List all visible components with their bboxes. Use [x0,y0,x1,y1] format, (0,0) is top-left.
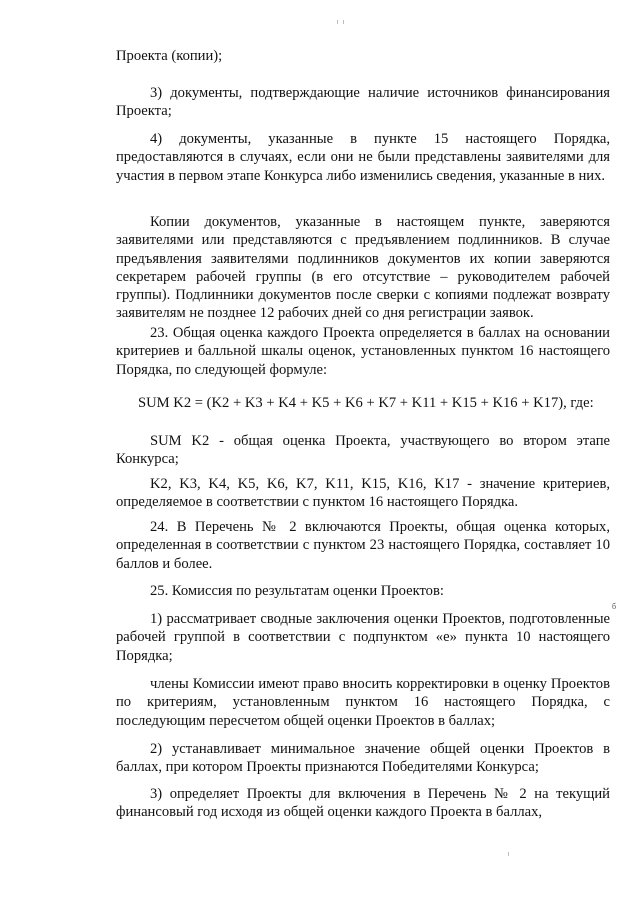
paragraph-24: 24. В Перечень № 2 включаются Проекты, общая оценка которых, определенная в соответствии с пунктом 23 настоящего Порядка, составляет 10 баллов и более. [116,519,610,572]
paragraph-members-rights: члены Комиссии имеют право вносить корректировки в оценку Проектов по критериям, установленным пунктом 16 настоящего Порядка, с последующим пересчетом общей оценки Проектов в баллах; [116,676,610,729]
paragraph-sum-definition: SUM K2 - общая оценка Проекта, участвующего во втором этапе Конкурса; [116,433,610,468]
paragraph-25-item-2: 2) устанавливает минимальное значение общей оценки Проектов в баллах, при котором Проекты признаются Победителями Конкурса; [116,741,610,776]
margin-mark: б [612,602,617,611]
paragraph-continuation: Проекта (копии); [116,48,223,64]
formula-line: SUM K2 = (K2 + K3 + K4 + K5 + K6 + K7 + K11 + K15 + K16 + K17), где: [138,395,594,411]
scan-artifact [337,20,338,24]
paragraph-25-item-3: 3) определяет Проекты для включения в Перечень № 2 на текущий финансовый год исходя из общей оценки каждого Проекта в баллах, [116,786,610,821]
paragraph-25: 25. Комиссия по результатам оценки Проектов: [150,583,444,599]
scan-artifact [508,852,509,856]
scan-artifact [343,20,344,24]
paragraph-criteria-definition: K2, K3, K4, K5, K6, K7, K11, K15, K16, K17 - значение критериев, определяемое в соответствии с пунктом 16 настоящего Порядка. [116,476,610,511]
paragraph-23: 23. Общая оценка каждого Проекта определяется в баллах на основании критериев и балльной шкалы оценок, установленных пунктом 16 настоящего Порядка, по следующей формуле: [116,325,610,378]
paragraph-item-3: 3) документы, подтверждающие наличие источников финансирования Проекта; [116,85,610,120]
paragraph-item-4: 4) документы, указанные в пункте 15 настоящего Порядка, предоставляются в случаях, если они не были представлены заявителями для участия в первом этапе Конкурса либо изменились сведения, указанные в них. [116,131,610,184]
paragraph-copies: Копии документов, указанные в настоящем пункте, заверяются заявителями или представляются с предъявлением подлинников. В случае предъявления заявителями подлинников документов их копии заверяются секретарем рабочей группы (в его отсутствие – руководителем рабочей группы). Подлинники документов после сверки с копиями подлежат возврату заявителям не позднее 12 рабочих дней со дня регистрации заявок. [116,214,610,322]
paragraph-25-item-1: 1) рассматривает сводные заключения оценки Проектов, подготовленные рабочей группой в соответствии с подпунктом «е» пункта 10 настоящего Порядка; [116,611,610,664]
